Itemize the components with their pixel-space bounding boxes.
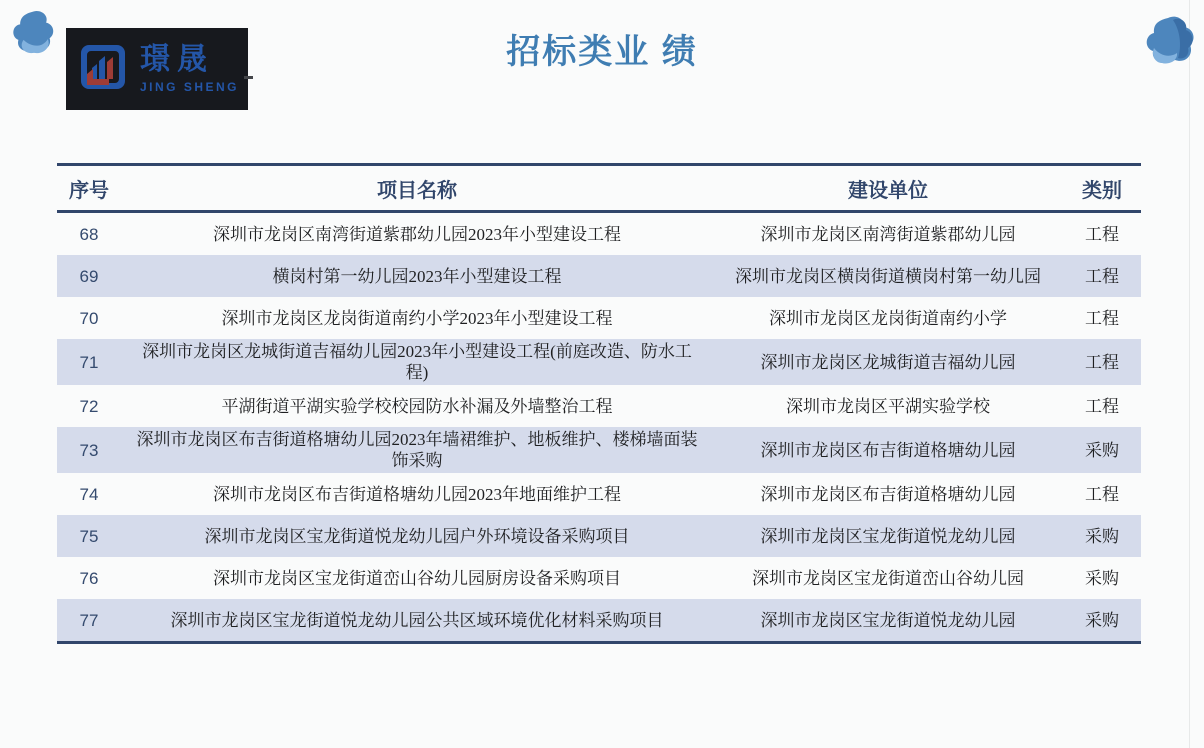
logo-edge-dash bbox=[244, 76, 253, 79]
project-name-cell: 深圳市龙岗区布吉街道格塘幼儿园2023年地面维护工程 bbox=[213, 484, 621, 504]
owner-cell: 深圳市龙岗区宝龙街道峦山谷幼儿园 bbox=[752, 568, 1024, 588]
row-number-cell: 75 bbox=[79, 526, 99, 546]
owner-cell: 深圳市龙岗区布吉街道格塘幼儿园 bbox=[760, 440, 1016, 460]
category-cell: 采购 bbox=[1085, 568, 1119, 588]
row-number-cell: 76 bbox=[79, 568, 99, 588]
owner-cell: 深圳市龙岗区平湖实验学校 bbox=[786, 396, 990, 416]
table-header-row bbox=[57, 165, 1141, 212]
column-header-owner: 建设单位 bbox=[713, 165, 1063, 212]
row-number-cell: 77 bbox=[79, 610, 99, 630]
row-number-cell: 74 bbox=[79, 484, 99, 504]
owner-cell: 深圳市龙岗区布吉街道格塘幼儿园 bbox=[760, 484, 1016, 504]
table-row bbox=[57, 297, 1141, 339]
column-header-category: 类别 bbox=[1063, 165, 1141, 212]
project-name-cell: 深圳市龙岗区布吉街道格塘幼儿园2023年墙裙维护、地板维护、楼梯墙面装饰采购 bbox=[136, 430, 698, 470]
project-name-cell: 深圳市龙岗区宝龙街道悦龙幼儿园公共区域环境优化材料采购项目 bbox=[170, 610, 664, 630]
bid-performance-table bbox=[57, 163, 1141, 644]
table-row bbox=[57, 473, 1141, 515]
logo-name-en: JING SHENG bbox=[140, 80, 240, 94]
row-number-cell: 69 bbox=[79, 266, 99, 286]
category-cell: 采购 bbox=[1085, 526, 1119, 546]
owner-cell: 深圳市龙岗区龙城街道吉福幼儿园 bbox=[760, 352, 1016, 372]
table-row bbox=[57, 599, 1141, 643]
project-name-cell: 深圳市龙岗区龙城街道吉福幼儿园2023年小型建设工程(前庭改造、防水工程) bbox=[142, 342, 692, 382]
project-name-cell: 深圳市龙岗区南湾街道紫郡幼儿园2023年小型建设工程 bbox=[213, 224, 621, 244]
row-number-cell: 71 bbox=[79, 352, 99, 372]
table-row bbox=[57, 427, 1141, 473]
category-cell: 工程 bbox=[1085, 352, 1119, 372]
category-cell: 工程 bbox=[1085, 396, 1119, 416]
category-cell: 工程 bbox=[1085, 224, 1119, 244]
project-name-cell: 横岗村第一幼儿园2023年小型建设工程 bbox=[272, 266, 562, 286]
owner-cell: 深圳市龙岗区宝龙街道悦龙幼儿园 bbox=[760, 526, 1016, 546]
logo-name-cn: 璟晟 bbox=[140, 43, 214, 76]
column-header-no: 序号 bbox=[57, 165, 121, 212]
row-number-cell: 70 bbox=[79, 308, 99, 328]
table-row bbox=[57, 212, 1141, 256]
project-name-cell: 深圳市龙岗区宝龙街道峦山谷幼儿园厨房设备采购项目 bbox=[213, 568, 621, 588]
table-row bbox=[57, 385, 1141, 427]
table-body bbox=[57, 212, 1141, 643]
table-row bbox=[57, 339, 1141, 385]
row-number-cell: 72 bbox=[79, 396, 99, 416]
owner-cell: 深圳市龙岗区宝龙街道悦龙幼儿园 bbox=[760, 610, 1016, 630]
category-cell: 采购 bbox=[1085, 610, 1119, 630]
owner-cell: 深圳市龙岗区横岗街道横岗村第一幼儿园 bbox=[735, 266, 1041, 286]
column-header-project: 项目名称 bbox=[121, 165, 713, 212]
project-name-cell: 深圳市龙岗区龙岗街道南约小学2023年小型建设工程 bbox=[221, 308, 613, 328]
category-cell: 工程 bbox=[1085, 308, 1119, 328]
page-edge-line bbox=[1189, 0, 1190, 748]
project-name-cell: 平湖街道平湖实验学校校园防水补漏及外墙整治工程 bbox=[221, 396, 613, 416]
category-cell: 工程 bbox=[1085, 266, 1119, 286]
owner-cell: 深圳市龙岗区龙岗街道南约小学 bbox=[769, 308, 1007, 328]
page-title: 招标类业 绩 bbox=[506, 33, 698, 71]
owner-cell: 深圳市龙岗区南湾街道紫郡幼儿园 bbox=[760, 224, 1016, 244]
table-row bbox=[57, 515, 1141, 557]
category-cell: 工程 bbox=[1085, 484, 1119, 504]
project-name-cell: 深圳市龙岗区宝龙街道悦龙幼儿园户外环境设备采购项目 bbox=[204, 526, 630, 546]
row-number-cell: 73 bbox=[79, 440, 99, 460]
category-cell: 采购 bbox=[1085, 440, 1119, 460]
table-row bbox=[57, 255, 1141, 297]
table-row bbox=[57, 557, 1141, 599]
row-number-cell: 68 bbox=[79, 224, 99, 244]
